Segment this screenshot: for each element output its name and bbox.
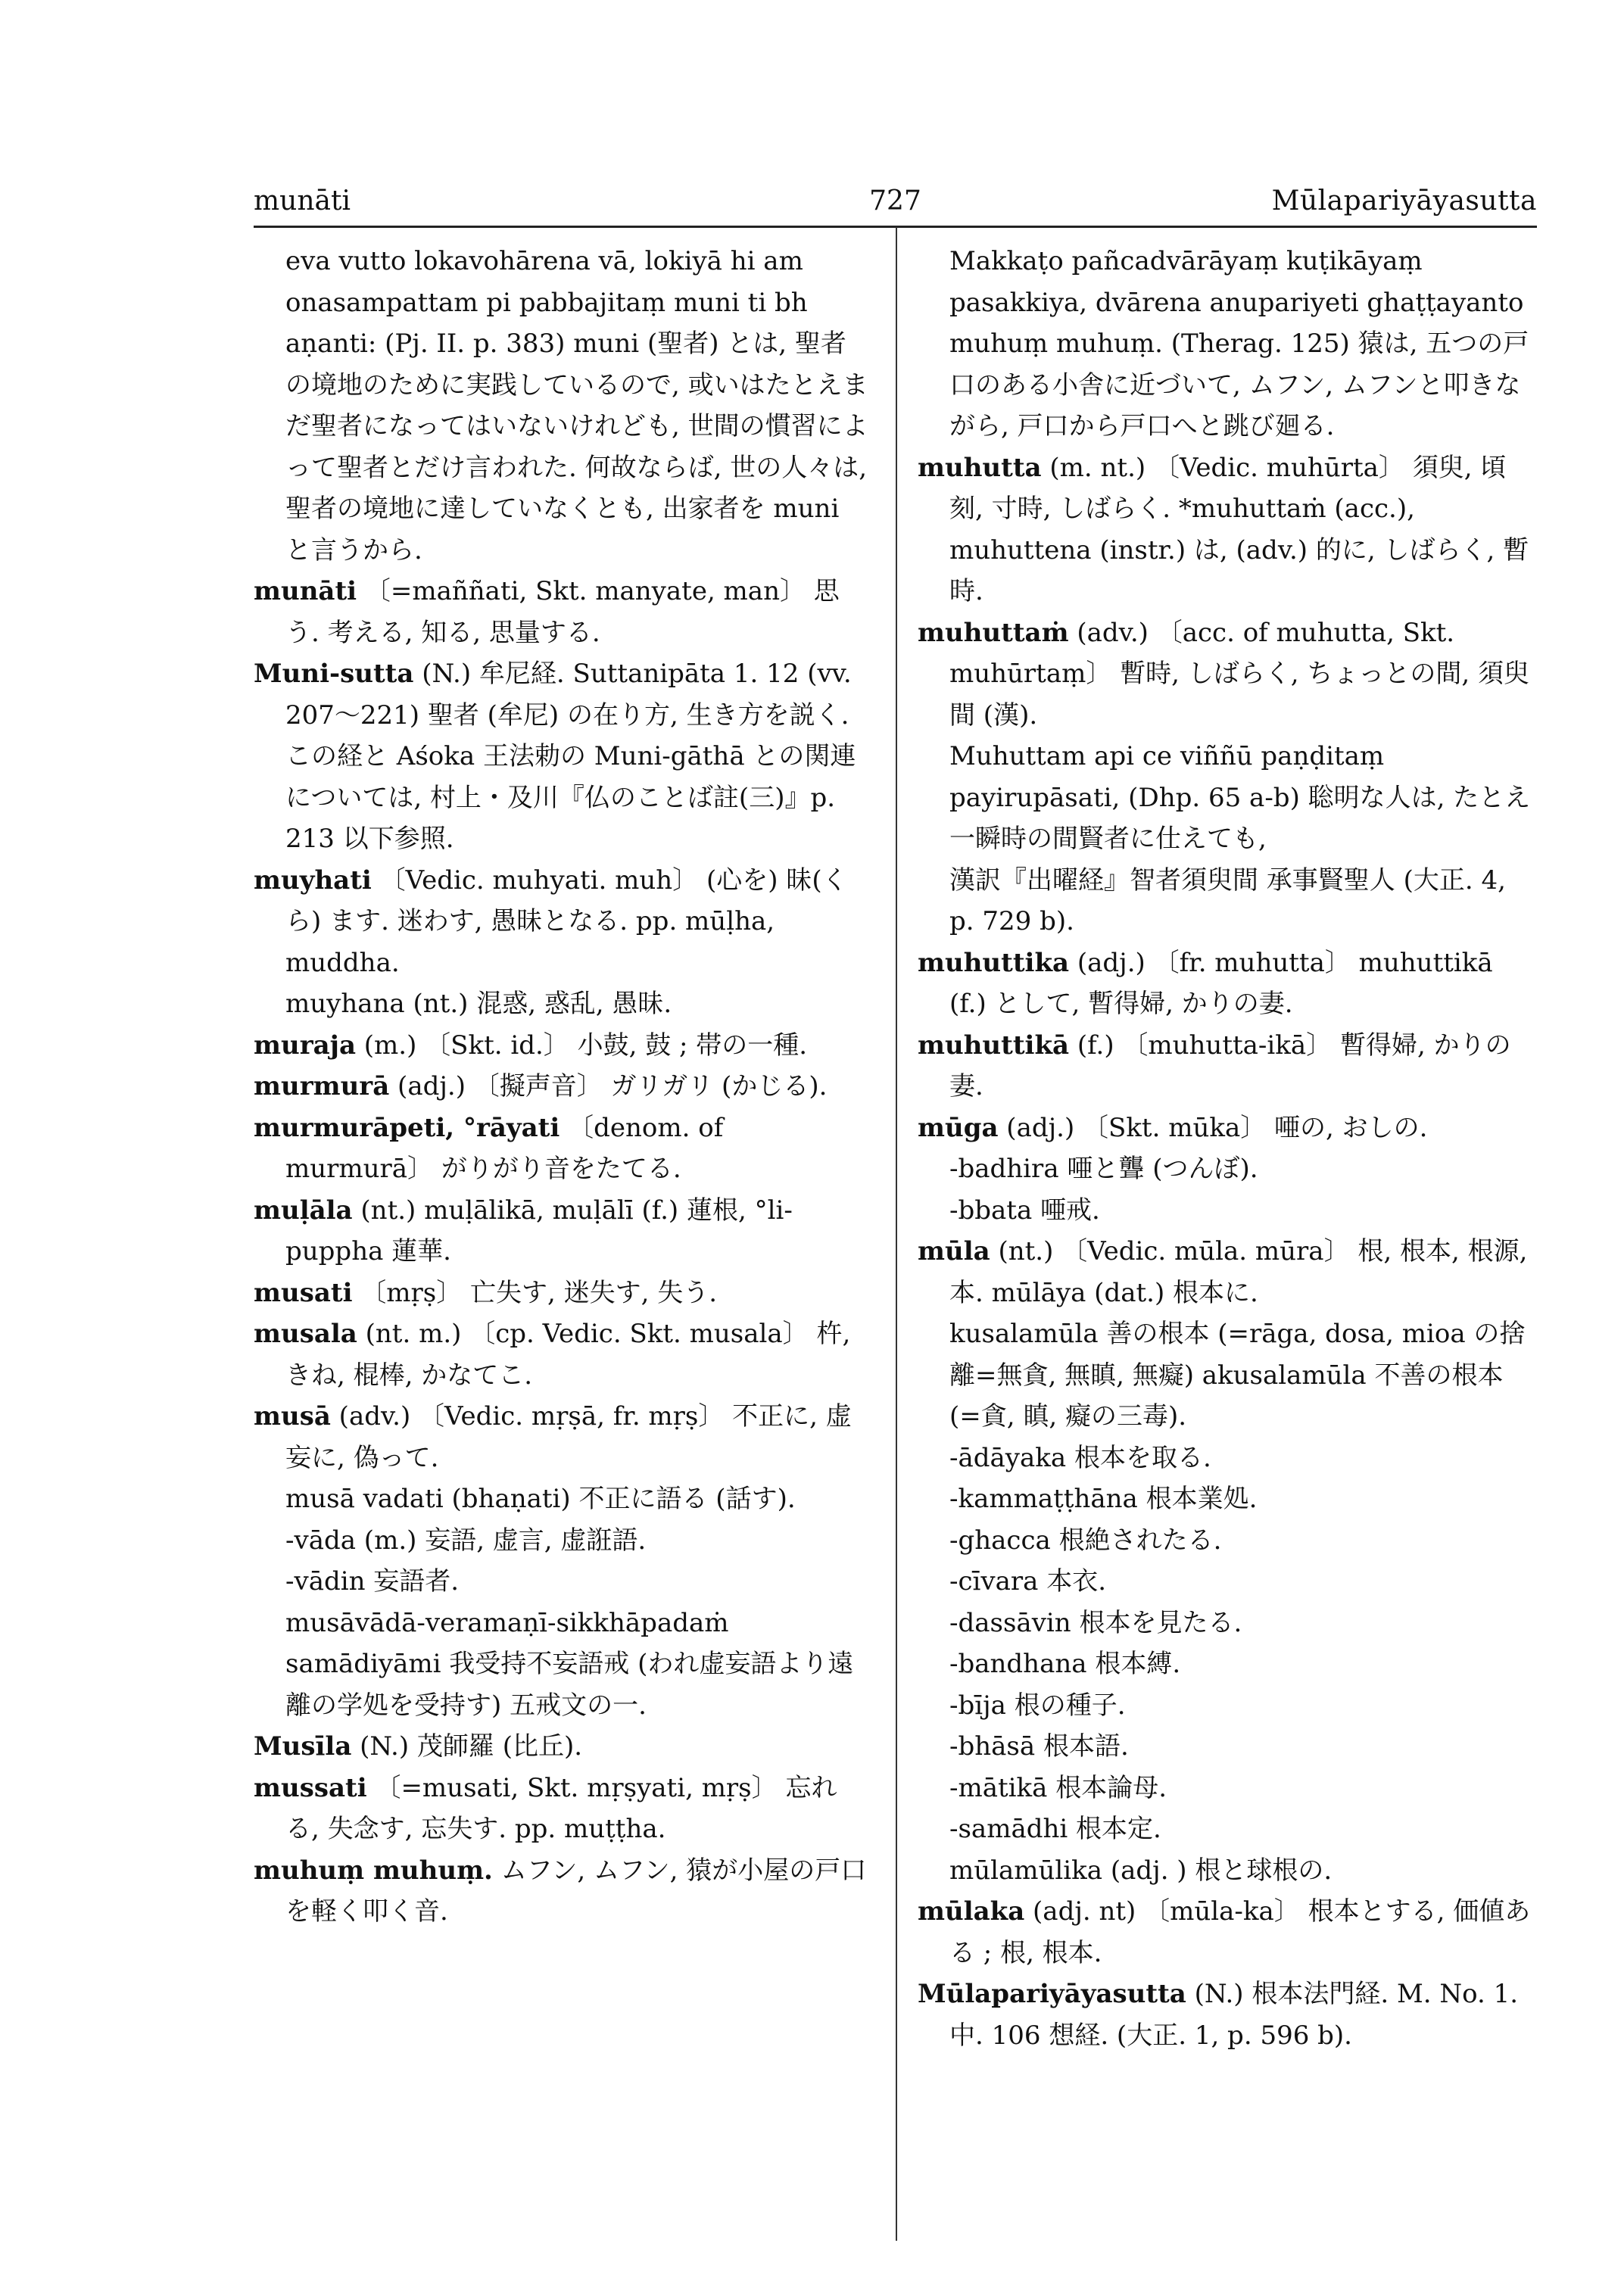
dictionary-entry xyxy=(254,1108,871,1190)
entry-subline xyxy=(254,241,875,571)
entry-text: (adj.) 〔fr. muhutta〕 muhuttikā (f.) として, 暫得婦, かりの妻. xyxy=(949,947,1501,1019)
dictionary-entry xyxy=(254,1313,871,1396)
dictionary-entry xyxy=(254,1066,871,1108)
dictionary-entry xyxy=(254,1190,871,1273)
entry-subline xyxy=(918,1685,1535,1727)
entry-subline xyxy=(918,736,1535,860)
entry-text: (nt. m.) 〔cp. Vedic. Skt. musala〕 杵, きね, 棍棒, かなてこ. xyxy=(285,1319,859,1391)
entry-headword: Mūlapariyāyasutta xyxy=(918,1979,1186,2009)
entry-subline xyxy=(254,1603,871,1727)
entry-text: 〔Vedic. muhyati. muh〕 (心を) 昧(くら) ます. 迷わす, 愚昧となる. pp. mūḷha, muddha. xyxy=(285,865,848,978)
entry-text: muyhana (nt.) 混惑, 惑乱, 愚昧. xyxy=(285,989,672,1019)
dictionary-entry xyxy=(254,1396,871,1478)
entry-headword: Musīla xyxy=(254,1731,352,1762)
header-left-guideword: munāti xyxy=(254,185,351,217)
entry-text: (adj. nt) 〔mūla-ka〕 根本とする, 価値ある ; 根, 根本. xyxy=(949,1896,1531,1968)
entry-headword: Muni-sutta xyxy=(254,659,414,689)
entry-subline xyxy=(918,1148,1535,1190)
entry-subline xyxy=(918,1643,1535,1685)
entry-text: musāvādā-veramaṇī-sikkhāpadaṁ samādiyāmi 我受持不妄語戒 (われ虚妄語より遠離の学処を受持す) 五戒文の一. xyxy=(285,1607,854,1721)
entry-text: (m. nt.) 〔Vedic. muhūrta〕 須臾, 頃刻, 寸時, しばらく. *muhuttaṁ (acc.), muhuttena (instr.) は, (adv.) 的に, しばらく, 暫時. xyxy=(949,452,1529,606)
entry-text: -mātikā 根本論母. xyxy=(949,1772,1167,1803)
entry-text: -vāda (m.) 妄語, 虚言, 虚誑語. xyxy=(285,1525,647,1556)
entry-text: -bbata 唖戒. xyxy=(949,1195,1100,1226)
entry-text: (adv.) 〔acc. of muhutta, Skt. muhūrtaṃ〕 暫時, しばらく, ちょっとの間, 須臾間 (漢). xyxy=(949,617,1530,731)
dictionary-entry xyxy=(254,1850,871,1933)
entry-subline xyxy=(918,1768,1535,1809)
dictionary-entry xyxy=(918,1974,1535,2056)
entry-text: 〔denom. of murmurā〕 がりがり音をたてる. xyxy=(285,1112,732,1184)
page-number: 727 xyxy=(869,185,921,217)
entry-subline xyxy=(918,1561,1535,1603)
dictionary-entry xyxy=(918,612,1535,737)
entry-text: (N.) 根本法門経. M. No. 1. 中. 106 想経. (大正. 1, p. 596 b). xyxy=(949,1979,1526,2051)
entry-subline xyxy=(918,1603,1535,1644)
entry-subline xyxy=(254,1561,871,1603)
entry-text: musā vadati (bhaṇati) 不正に語る (話す). xyxy=(285,1484,796,1514)
left-column xyxy=(254,241,875,1933)
column-divider xyxy=(896,227,897,2241)
entry-text: 〔=maññati, Skt. manyate, man〕 思う. 考える, 知る, 思量する. xyxy=(285,576,840,648)
entry-text: eva vutto lokavohārena vā, lokiyā hi am onasampattam pi pabbajitaṃ muni ti bh aṇanti: (Pj. II. p. 383) muni (聖者) とは, 聖者の境地のために実践しているので, 或いはたとえまだ聖者になってはいないけれども, 世間の慣習によって聖者とだけ言われた. 何故ならば, 世の人々は, 聖者の境地に達していなくとも, 出家者を muni と言うから. xyxy=(285,246,875,565)
entry-text: -samādhi 根本定. xyxy=(949,1814,1161,1844)
entry-headword: murmurā xyxy=(254,1071,390,1101)
entry-text: 〔mṛṣ〕 亡失す, 迷失す, 失う. xyxy=(352,1277,718,1308)
entry-text: mūlamūlika (adj. ) 根と球根の. xyxy=(949,1855,1333,1886)
entry-headword: muḷāla xyxy=(254,1195,353,1226)
entry-headword: muraja xyxy=(254,1030,356,1061)
entry-text: (N.) 茂師羅 (比丘). xyxy=(351,1731,583,1762)
entry-subline xyxy=(918,1190,1535,1232)
entry-text: 漢訳『出曜経』智者須臾間 承事賢聖人 (大正. 4, p. 729 b). xyxy=(949,865,1514,936)
entry-text: -bandhana 根本縛. xyxy=(949,1649,1181,1679)
header-right-guideword: Mūlapariyāyasutta xyxy=(1271,185,1537,217)
entry-text: Makkaṭo pañcadvārāyaṃ kuṭikāyaṃ pasakkiya, dvārena anupariyeti ghaṭṭayanto muhuṃ muhuṃ. (Therag. 125) 猿は, 五つの戸口のある小舎に近づいて, ムフン, ムフンと叩きながら, 戸口から戸口へと跳び廻る. xyxy=(949,246,1532,441)
entry-text: (adj.) 〔擬声音〕 ガリガリ (かじる). xyxy=(389,1071,828,1101)
entry-subline xyxy=(254,983,871,1025)
dictionary-entry xyxy=(254,653,871,860)
dictionary-entry xyxy=(918,1025,1535,1108)
entry-subline xyxy=(918,1809,1535,1850)
entry-headword: mussati xyxy=(254,1772,367,1803)
entry-text: (nt.) muḷālikā, muḷālī (f.) 蓮根, °li-puppha 蓮華. xyxy=(285,1195,793,1266)
entry-headword: mūlaka xyxy=(918,1896,1025,1927)
dictionary-entry xyxy=(918,447,1535,612)
dictionary-entry xyxy=(254,1025,871,1067)
entry-subline xyxy=(918,1478,1535,1520)
entry-headword: mūga xyxy=(918,1112,999,1143)
entry-text: -cīvara 本衣. xyxy=(949,1566,1107,1597)
entry-headword: muhuttikā xyxy=(918,1030,1070,1061)
entry-text: -bhāsā 根本語. xyxy=(949,1731,1129,1762)
entry-headword: muhuttaṁ xyxy=(918,617,1069,648)
entry-headword: muyhati xyxy=(254,865,372,896)
entry-text: kusalamūla 善の根本 (=rāga, dosa, mioa の捨離=無貪, 無瞋, 無癡) akusalamūla 不善の根本 (=貪, 瞋, 癡の三毒). xyxy=(949,1319,1526,1432)
page-header xyxy=(254,180,1537,223)
dictionary-entry xyxy=(254,1768,871,1850)
entry-headword: musala xyxy=(254,1319,357,1349)
entry-subline xyxy=(254,1520,871,1562)
entry-text: (adj.) 〔Skt. mūka〕 唖の, おしの. xyxy=(998,1112,1428,1143)
entry-text: -bīja 根の種子. xyxy=(949,1690,1126,1721)
dictionary-entry xyxy=(918,1231,1535,1313)
dictionary-entry xyxy=(254,571,871,653)
entry-text: -ghacca 根絶されたる. xyxy=(949,1525,1222,1556)
entry-subline xyxy=(918,1850,1535,1892)
entry-text: (N.) 牟尼経. Suttanipāta 1. 12 (vv. 207〜221) 聖者 (牟尼) の在り方, 生き方を説く. この経と Aśoka 王法勅の Muni-gāthā との関連については, 村上・及川『仏のことば註(三)』p. 213 以下参照. xyxy=(285,659,860,854)
dictionary-entry xyxy=(918,1891,1535,1974)
entry-headword: musati xyxy=(254,1277,353,1308)
dictionary-entry xyxy=(254,860,871,984)
right-column xyxy=(918,241,1535,2056)
entry-subline xyxy=(918,1726,1535,1768)
entry-text: ムフン, ムフン, 猿が小屋の戸口を軽く叩く音. xyxy=(285,1855,867,1927)
entry-headword: murmurāpeti, °rāyati xyxy=(254,1112,560,1143)
entry-subline xyxy=(918,860,1535,942)
entry-text: (f.) 〔muhutta-ikā〕 暫得婦, かりの妻. xyxy=(949,1030,1511,1101)
entry-headword: mūla xyxy=(918,1236,990,1266)
entry-subline xyxy=(918,241,1535,447)
entry-text: -badhira 唖と聾 (つんぼ). xyxy=(949,1154,1258,1184)
entry-subline xyxy=(918,1438,1535,1479)
entry-text: (nt.) 〔Vedic. mūla. mūra〕 根, 根本, 根源, 本. mūlāya (dat.) 根本に. xyxy=(949,1236,1536,1308)
entry-text: 〔=musati, Skt. mṛṣyati, mṛṣ〕 忘れる, 失念す, 忘失す. pp. muṭṭha. xyxy=(285,1772,837,1844)
entry-subline xyxy=(918,1313,1535,1438)
entry-text: -vādin 妄語者. xyxy=(285,1566,460,1597)
entry-headword: muhutta xyxy=(918,452,1042,483)
entry-text: -dassāvin 根本を見たる. xyxy=(949,1607,1242,1638)
entry-headword: musā xyxy=(254,1401,331,1432)
dictionary-entry xyxy=(254,1726,871,1768)
dictionary-entry xyxy=(254,1273,871,1314)
entry-text: (m.) 〔Skt. id.〕 小鼓, 鼓 ; 帯の一種. xyxy=(355,1030,808,1061)
dictionary-entry xyxy=(918,942,1535,1025)
dictionary-entry xyxy=(918,1108,1535,1149)
entry-headword: munāti xyxy=(254,576,357,606)
entry-headword: muhuttika xyxy=(918,947,1070,978)
entry-text: -kammaṭṭhāna 根本業処. xyxy=(949,1484,1258,1514)
entry-headword: muhuṃ muhuṃ. xyxy=(254,1855,493,1886)
entry-text: -ādāyaka 根本を取る. xyxy=(949,1442,1211,1473)
entry-text: Muhuttam api ce viññū paṇḍitaṃ payirupāsati, (Dhp. 65 a-b) 聡明な人は, たとえ一瞬時の間賢者に仕えても, xyxy=(949,741,1531,854)
entry-subline xyxy=(918,1520,1535,1562)
entry-text: (adv.) 〔Vedic. mṛṣā, fr. mṛṣ〕 不正に, 虚妄に, 偽って. xyxy=(285,1401,852,1473)
entry-subline xyxy=(254,1478,871,1520)
